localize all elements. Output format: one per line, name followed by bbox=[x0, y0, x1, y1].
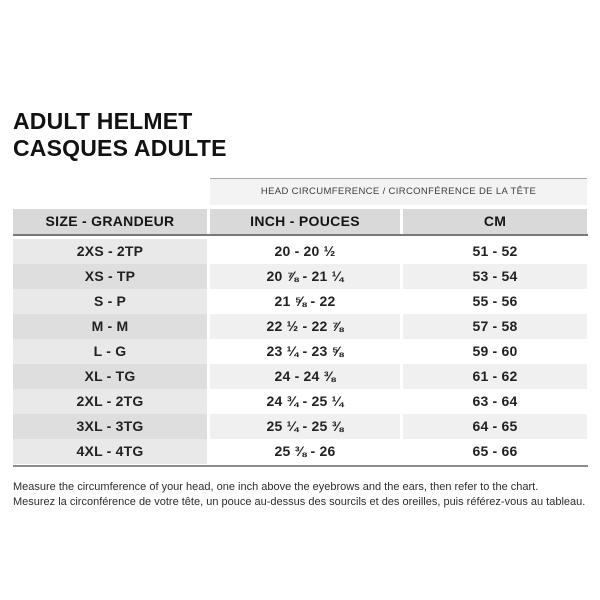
column-header-inch: INCH - POUCES bbox=[210, 209, 400, 234]
header-row bbox=[13, 209, 588, 236]
cm-cell: 53 - 54 bbox=[403, 264, 587, 289]
cm-cell: 65 - 66 bbox=[403, 439, 587, 464]
instructions-en: Measure the circumference of your head, one inch above the eyebrows and the ears, then refer to the chart. bbox=[13, 480, 539, 493]
size-cell: XL - TG bbox=[13, 364, 207, 389]
page-title-fr: CASQUES ADULTE bbox=[13, 135, 227, 162]
size-cell: M - M bbox=[13, 314, 207, 339]
table-row bbox=[13, 289, 588, 314]
cm-cell: 61 - 62 bbox=[403, 364, 587, 389]
banner-spacer bbox=[13, 178, 207, 205]
cm-cell: 64 - 65 bbox=[403, 414, 587, 439]
table-row bbox=[13, 389, 588, 414]
measurement-instructions bbox=[13, 480, 588, 510]
size-chart-table bbox=[13, 178, 588, 467]
cm-cell: 51 - 52 bbox=[403, 239, 587, 264]
page-title-en: ADULT HELMET bbox=[13, 108, 193, 135]
inch-cell: 20 - 20 ½ bbox=[210, 239, 400, 264]
instructions-fr: Mesurez la circonférence de votre tête, un pouce au-dessus des sourcils et des oreilles, puis référez-vous au tableau. bbox=[13, 495, 586, 508]
page-title bbox=[13, 108, 588, 162]
size-cell: 3XL - 3TG bbox=[13, 414, 207, 439]
size-cell: S - P bbox=[13, 289, 207, 314]
table-body bbox=[13, 239, 588, 467]
inch-cell: 21 ⅝ - 22 bbox=[210, 289, 400, 314]
table-row bbox=[13, 239, 588, 264]
inch-cell: 25 ¼ - 25 ⅜ bbox=[210, 414, 400, 439]
table-row bbox=[13, 414, 588, 439]
head-circumference-banner: HEAD CIRCUMFERENCE / CIRCONFÉRENCE DE LA TÊTE bbox=[210, 178, 587, 205]
size-cell: L - G bbox=[13, 339, 207, 364]
inch-cell: 20 ⅞ - 21 ¼ bbox=[210, 264, 400, 289]
cm-cell: 59 - 60 bbox=[403, 339, 587, 364]
inch-cell: 22 ½ - 22 ⅞ bbox=[210, 314, 400, 339]
table-row bbox=[13, 439, 588, 464]
banner-row bbox=[13, 178, 588, 205]
inch-cell: 25 ⅜ - 26 bbox=[210, 439, 400, 464]
inch-cell: 23 ¼ - 23 ⅝ bbox=[210, 339, 400, 364]
table-row bbox=[13, 339, 588, 364]
cm-cell: 55 - 56 bbox=[403, 289, 587, 314]
table-row bbox=[13, 364, 588, 389]
inch-cell: 24 ¾ - 25 ¼ bbox=[210, 389, 400, 414]
column-header-size: SIZE - GRANDEUR bbox=[13, 209, 207, 234]
inch-cell: 24 - 24 ⅜ bbox=[210, 364, 400, 389]
table-row bbox=[13, 264, 588, 289]
cm-cell: 57 - 58 bbox=[403, 314, 587, 339]
size-cell: XS - TP bbox=[13, 264, 207, 289]
column-header-cm: CM bbox=[403, 209, 587, 234]
size-cell: 2XS - 2TP bbox=[13, 239, 207, 264]
table-row bbox=[13, 314, 588, 339]
size-cell: 2XL - 2TG bbox=[13, 389, 207, 414]
cm-cell: 63 - 64 bbox=[403, 389, 587, 414]
size-cell: 4XL - 4TG bbox=[13, 439, 207, 464]
